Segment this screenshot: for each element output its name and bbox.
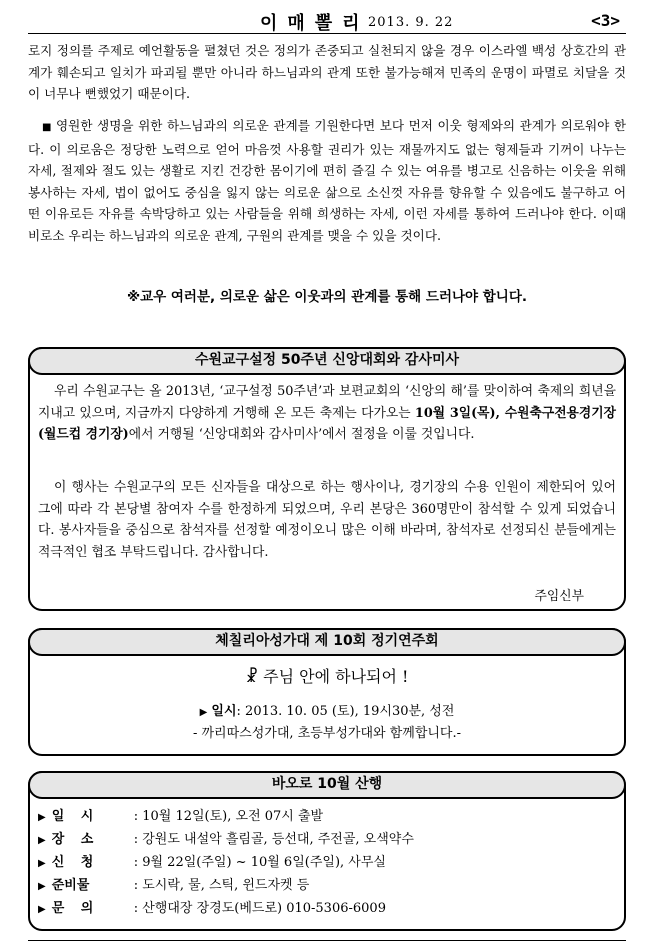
concert-motto-text: 주님 안에 하나되어 ! xyxy=(263,667,409,686)
newsletter-title: 이매뽈리 xyxy=(260,13,370,34)
faith-rally-date-venue: 10월 3일(목), 수원축구전용경기장(월드컵 경기장) xyxy=(38,405,616,442)
intro-paragraph-2 xyxy=(28,115,626,246)
hiking-row-value: : 산행대장 장경도(베드로) 010-5306-6009 xyxy=(133,901,386,916)
section-title-faith-rally: 수원교구설정 50주년 신앙대회와 감사미사 xyxy=(28,347,626,375)
hiking-row-contact xyxy=(38,897,386,916)
faith-rally-paragraph-2: 이 행사는 수원교구의 모든 신자들을 대상으로 하는 행사이나, 경기장의 수용 인원이 제한되어 있어 그에 따라 각 본당별 참여자 수를 한정하게 되었으며, 우리 본당은 360명만이 참석할 수 있게 되었습니다. 봉사자들을 중심으로 참석자를 선정할 예정이오니 많은 이해 바라며, 참석자로 선정되신 분들에게는 적극적인 협조 부탁드립니다. 감사합니다. xyxy=(38,480,616,560)
concert-note: - 까리따스성가대, 초등부성가대와 함께합니다.- xyxy=(192,726,462,741)
footer-rule xyxy=(28,940,626,941)
section-hiking xyxy=(28,771,626,931)
section-choir-concert xyxy=(28,628,626,756)
intro-paragraph-1: 로지 정의를 주제로 예언활동을 펼쳤던 것은 정의가 존중되고 실천되지 않을 경우 이스라엘 백성 상호간의 관계가 훼손되고 일치가 파괴될 뿐만 아니라 하느님과의 관계 또한 불가능해져 민족의 운명이 파멸로 치달을 것이 너무나 뻔했었기 때문이다. xyxy=(28,43,626,101)
header-rule xyxy=(28,33,626,34)
concert-date-value: : 2013. 10. 05 (토), 19시30분, 성전 xyxy=(236,704,455,719)
arrow-right-icon: ▶ xyxy=(199,707,208,718)
concert-motto xyxy=(30,664,624,687)
hiking-row-value: : 강원도 내설악 흘림골, 등선대, 주전골, 오색약수 xyxy=(133,832,414,847)
arrow-right-icon: ▶ xyxy=(38,858,46,869)
section-title-choir-concert: 체칠리아성가대 제 10회 정기연주회 xyxy=(28,628,626,656)
hiking-row-value: : 10월 12일(토), 오전 07시 출발 xyxy=(133,809,324,824)
hiking-row-label: 문 의 xyxy=(51,901,100,916)
hiking-row-date xyxy=(38,805,323,824)
concert-date xyxy=(30,700,624,719)
chi-rho-icon: ☧ xyxy=(245,667,259,686)
faith-rally-paragraph-1 xyxy=(38,381,616,446)
arrow-right-icon: ▶ xyxy=(38,881,46,892)
section-youth-faith-rally xyxy=(28,347,626,611)
hiking-row-supplies xyxy=(38,874,309,893)
hiking-row-label: 일 시 xyxy=(51,809,100,824)
arrow-right-icon: ▶ xyxy=(38,812,46,823)
hiking-row-value: : 9월 22일(주일) ~ 10월 6일(주일), 사무실 xyxy=(133,855,386,870)
arrow-right-icon: ▶ xyxy=(38,835,46,846)
arrow-right-icon: ▶ xyxy=(38,904,46,915)
issue-date: 2013. 9. 22 xyxy=(368,15,454,30)
hiking-row-place xyxy=(38,828,414,847)
hiking-row-registration xyxy=(38,851,386,870)
concert-date-label: 일시 xyxy=(211,704,237,719)
page-header xyxy=(28,5,626,35)
hiking-row-label: 신 청 xyxy=(51,855,100,870)
section-title-hiking: 바오로 10월 산행 xyxy=(28,771,626,799)
hiking-row-label: 준비물 xyxy=(51,878,90,893)
intro-paragraph-2-text: 영원한 생명을 위한 하느님과의 의로운 관계를 기원한다면 보다 먼저 이웃 형제와의 관계가 의로워야 한다. 이 의로움은 정당한 노력으로 얻어 마음껏 사용할 권리가 있는 재물까지도 없는 형제들과 기꺼이 나누는 자세, 절제와 절도 있는 생활로 지킨 건강한 몸이기에 편히 즐길 수 있는 여유를 병고로 신음하는 이웃을 위해 봉사하는 자세, 법이 없어도 중심을 잃지 않는 의로운 삶으로 소신껏 자유를 향유할 수 있음에도 불구하고 어떤 이유로든 자유를 속박당하고 있는 사람들을 위해 희생하는 자세, 이런 자세를 통하여 드러나야 한다. 이때 비로소 우리는 하느님과의 의로운 관계, 구원의 관계를 맺을 수 있을 것이다. xyxy=(28,118,627,243)
hiking-row-label: 장 소 xyxy=(51,832,100,847)
hiking-row-value: : 도시락, 물, 스틱, 윈드자켓 등 xyxy=(133,878,310,893)
signature-pastor: 주임신부 xyxy=(534,589,584,604)
square-bullet-icon: ■ xyxy=(42,122,52,133)
faith-rally-p1-text-b: 에서 거행될 ‘신앙대회와 감사미사’에서 절정을 이룰 것입니다. xyxy=(128,427,475,442)
page-number: <3> xyxy=(591,11,620,30)
closing-remark: ※교우 여러분, 의로운 삶은 이웃과의 관계를 통해 드러나야 합니다. xyxy=(126,289,528,305)
faith-rally-p1-text-a: 우리 수원교구는 올 2013년, ‘교구설정 50주년’과 보편교회의 ‘신앙의 해’를 맞이하여 축제의 희년을 지내고 있으며, 지금까지 다양하게 거행해 온 모든 축제는 다가오는 xyxy=(38,384,616,421)
